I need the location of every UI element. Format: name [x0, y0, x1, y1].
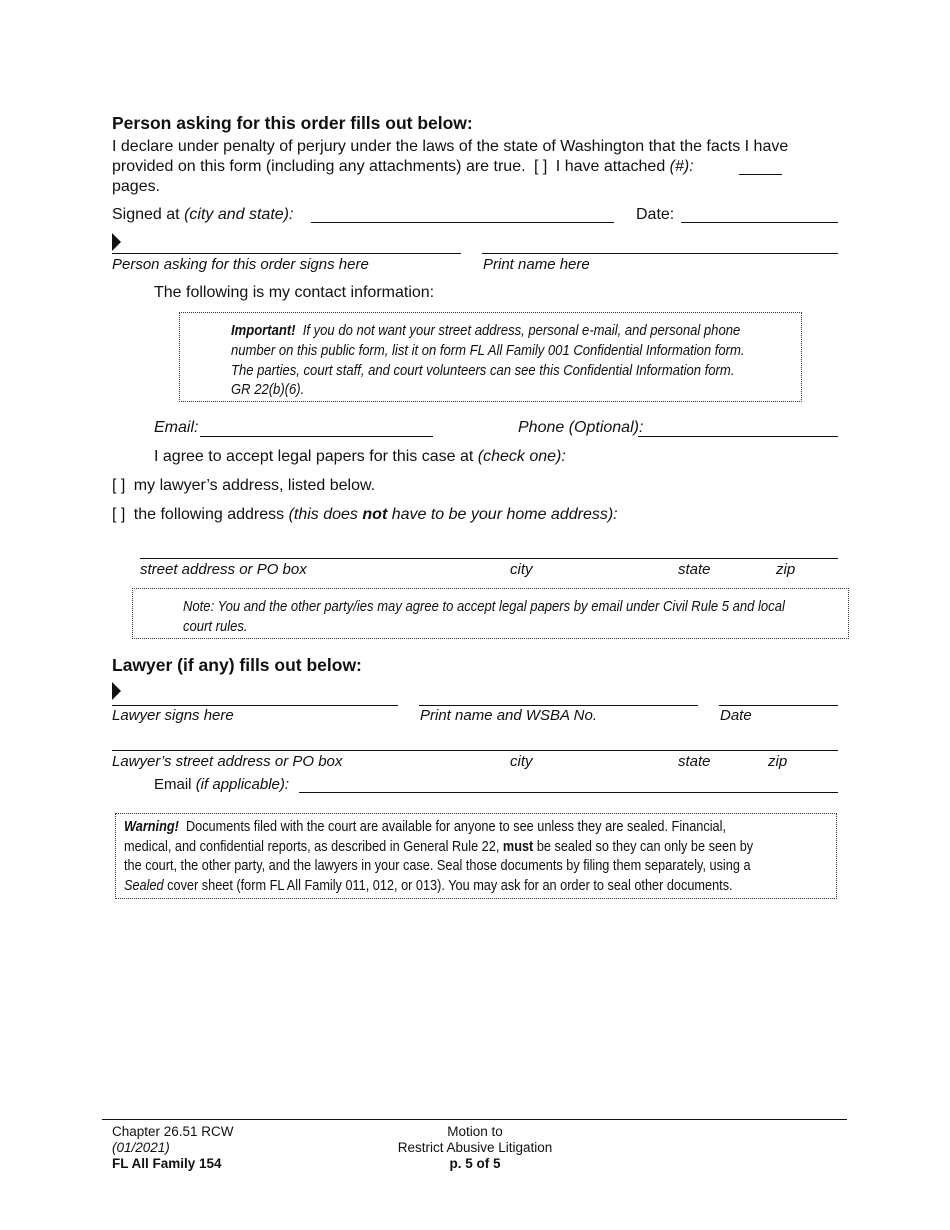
lawyer-signature-field[interactable] — [112, 705, 398, 706]
signature-arrow-icon — [112, 233, 121, 251]
warning-line-2: medical, and confidential reports, as described in General Rule 22, must be sealed so they can only be seen by — [124, 838, 754, 855]
email-label: Email: — [154, 419, 199, 436]
contact-intro: The following is my contact information: — [154, 284, 435, 301]
option-following-checkbox[interactable]: [ ] — [112, 506, 126, 523]
addr-state-caption: state — [678, 561, 711, 578]
warning-line-1: Warning! Documents filed with the court are available for anyone to see unless they are sealed. Financial, — [124, 819, 726, 835]
lawyer-address-field[interactable] — [112, 750, 838, 751]
lawyer-heading: Lawyer (if any) fills out below: — [112, 655, 362, 675]
footer-revision-date: (01/2021) — [112, 1140, 170, 1155]
agree-text: I agree to accept legal papers for this case at (check one): — [154, 448, 566, 465]
footer-rule — [102, 1119, 847, 1120]
footer-title-2: Restrict Abusive Litigation — [397, 1140, 553, 1155]
petitioner-print-name-field[interactable] — [482, 253, 838, 254]
footer-left — [112, 1124, 234, 1172]
email-field[interactable] — [200, 436, 433, 437]
lawyer-sign-caption: Lawyer signs here — [112, 707, 234, 724]
declaration-line-2: provided on this form (including any attachments) are true. [ ] I have attached (#): — [112, 158, 694, 175]
petitioner-heading: Person asking for this order fills out below: — [112, 113, 473, 133]
warning-line-3: the court, the other party, and the lawyers in your case. Seal those documents by filing them separately, using a — [124, 858, 751, 874]
addr-city-caption: city — [510, 561, 533, 578]
lawyer-email-label: Email (if applicable): — [154, 776, 290, 793]
phone-label: Phone (Optional): — [518, 419, 644, 436]
option-lawyer-checkbox[interactable]: [ ] — [112, 477, 126, 494]
petitioner-signature-field[interactable] — [112, 253, 461, 254]
important-line-2: number on this public form, list it on form FL All Family 001 Confidential Information form. — [231, 343, 745, 359]
lawyer-print-caption: Print name and WSBA No. — [420, 707, 598, 724]
date-label: Date: — [636, 206, 675, 223]
petitioner-address-field[interactable] — [140, 558, 838, 559]
lawyer-addr-zip-caption: zip — [768, 753, 788, 770]
footer-center — [375, 1124, 575, 1172]
attached-pages-field[interactable] — [739, 174, 782, 175]
declaration-line-1: I declare under penalty of perjury under the laws of the state of Washington that the facts I have — [112, 138, 789, 155]
attached-pages-suffix: pages. — [112, 178, 161, 195]
addr-zip-caption: zip — [776, 561, 796, 578]
important-line-4: GR 22(b)(6). — [231, 382, 305, 398]
petitioner-sign-caption: Person asking for this order signs here — [112, 256, 369, 273]
lawyer-date-field[interactable] — [719, 705, 838, 706]
lawyer-addr-street-caption: Lawyer’s street address or PO box — [112, 753, 343, 770]
footer-page-number: p. 5 of 5 — [449, 1156, 501, 1171]
addr-street-caption: street address or PO box — [140, 561, 307, 578]
important-line-3: The parties, court staff, and court volunteers can see this Confidential Information form. — [231, 363, 735, 379]
option-following-address: [ ] the following address (this does not have to be your home address): — [112, 506, 618, 523]
note-line-2: court rules. — [183, 619, 248, 635]
note-line-1: Note: You and the other party/ies may agree to accept legal papers by email under Civil Rule 5 and local — [183, 599, 785, 615]
lawyer-email-field[interactable] — [299, 792, 838, 793]
warning-line-4: Sealed cover sheet (form FL All Family 011, 012, or 013). You may ask for an order to seal other documents. — [124, 877, 733, 894]
phone-field[interactable] — [638, 436, 838, 437]
signed-at-label: Signed at (city and state): — [112, 206, 294, 223]
footer-title-1: Motion to — [447, 1124, 503, 1139]
footer-statute: Chapter 26.51 RCW — [112, 1124, 234, 1139]
lawyer-addr-state-caption: state — [678, 753, 711, 770]
option-lawyer-address: [ ] my lawyer’s address, listed below. — [112, 477, 376, 494]
signed-at-field[interactable] — [311, 222, 614, 223]
warning-text — [124, 818, 753, 896]
lawyer-date-caption: Date — [720, 707, 752, 724]
important-line-1: Important! If you do not want your street address, personal e-mail, and personal phone — [231, 323, 741, 339]
lawyer-signature-arrow-icon — [112, 682, 121, 700]
lawyer-print-name-field[interactable] — [419, 705, 698, 706]
footer-form-number: FL All Family 154 — [112, 1156, 222, 1171]
attached-checkbox[interactable]: [ ] — [534, 158, 548, 175]
petitioner-print-caption: Print name here — [483, 256, 590, 273]
lawyer-addr-city-caption: city — [510, 753, 533, 770]
date-field[interactable] — [681, 222, 838, 223]
